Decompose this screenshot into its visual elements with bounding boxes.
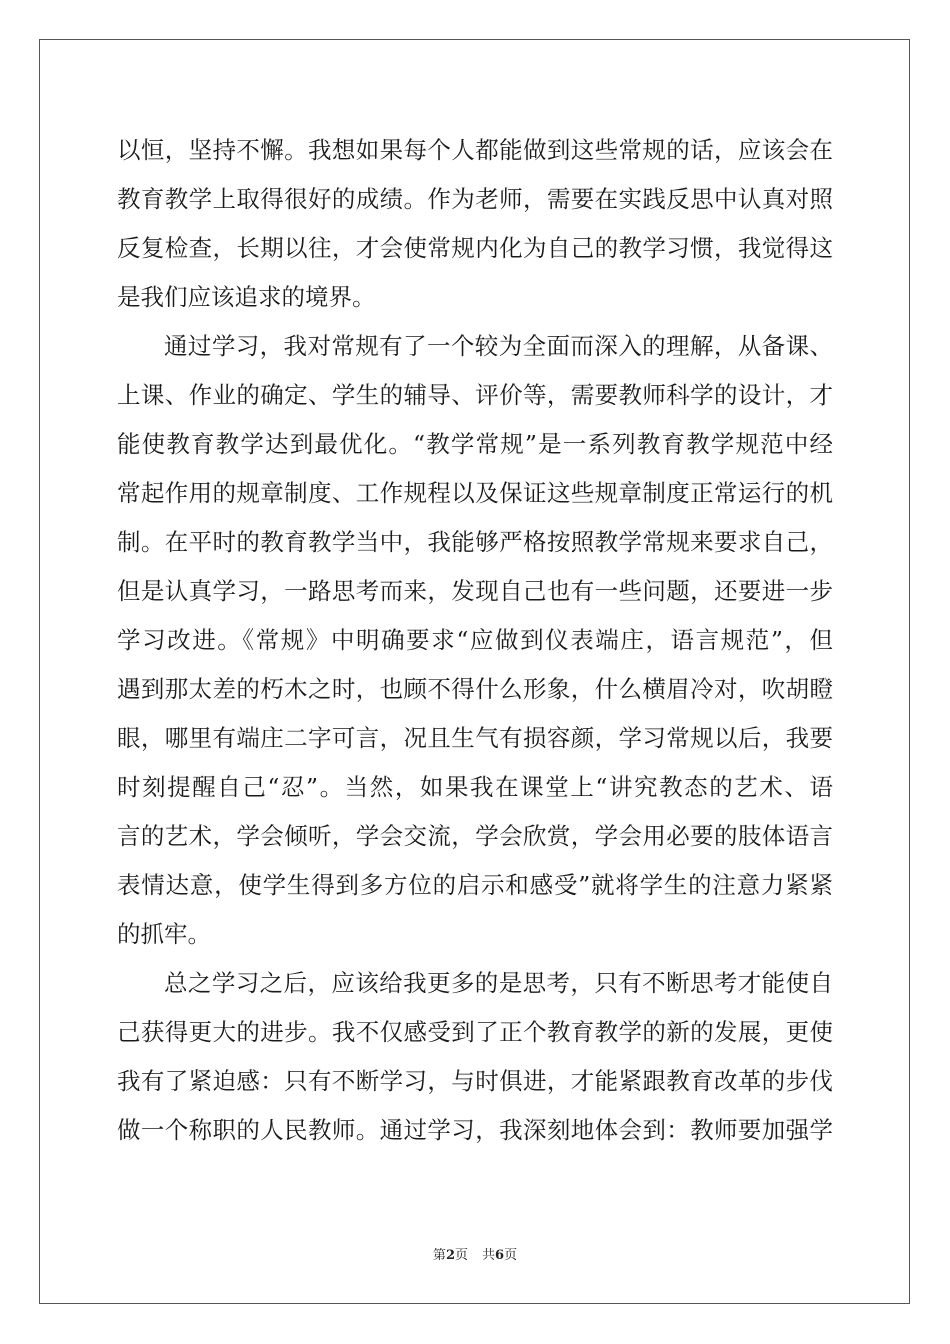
text-line: 己获得更大的进步。我不仅感受到了正个教育教学的新的发展，更使 [117, 1018, 833, 1046]
text-line: 以恒，坚持不懈。我想如果每个人都能做到这些常规的话，应该会在 [117, 136, 833, 164]
page-number-current: 2 [445, 1248, 455, 1263]
paragraph-start-line: 通过学习，我对常规有了一个较为全面而深入的理解，从备课、 [164, 332, 833, 360]
text-line: 但是认真学习，一路思考而来，发现自己也有一些问题，还要进一步 [117, 577, 833, 605]
paragraph-start-line: 总之学习之后，应该给我更多的是思考，只有不断思考才能使自 [164, 969, 833, 997]
text-line: 表情达意，使学生得到多方位的启示和感受”就将学生的注意力紧紧 [117, 871, 833, 899]
text-line: 的抓牢。 [117, 920, 211, 948]
text-line: 言的艺术，学会倾听，学会交流，学会欣赏，学会用必要的肢体语言 [117, 822, 833, 850]
page-footer [0, 1244, 950, 1263]
text-line: 上课、作业的确定、学生的辅导、评价等，需要教师科学的设计，才 [117, 381, 833, 409]
text-line: 教育教学上取得很好的成绩。作为老师，需要在实践反思中认真对照 [117, 185, 833, 213]
document-body [117, 126, 833, 1155]
text-line: 学习改进。《常规》中明确要求“应做到仪表端庄，语言规范”，但 [117, 626, 833, 654]
page-total-unit: 页 [504, 1248, 518, 1263]
text-line: 时刻提醒自己“忍”。当然，如果我在课堂上“讲究教态的艺术、语 [117, 773, 833, 801]
page-number-prefix: 第 [432, 1248, 446, 1263]
page-number-unit: 页 [454, 1248, 468, 1263]
page-total-prefix: 共 [482, 1248, 496, 1263]
text-line: 我有了紧迫感：只有不断学习，与时俱进，才能紧跟教育改革的步伐 [117, 1067, 833, 1095]
text-line: 眼，哪里有端庄二字可言，况且生气有损容颜，学习常规以后，我要 [117, 724, 833, 752]
text-line: 制。在平时的教育教学当中，我能够严格按照教学常规来要求自己， [117, 528, 833, 556]
text-line: 反复检查，长期以往，才会使常规内化为自己的教学习惯，我觉得这 [117, 234, 833, 262]
text-line: 做一个称职的人民教师。通过学习，我深刻地体会到：教师要加强学 [117, 1116, 833, 1144]
text-line: 是我们应该追求的境界。 [117, 283, 376, 311]
text-line: 常起作用的规章制度、工作规程以及保证这些规章制度正常运行的机 [117, 479, 833, 507]
page-number-total: 6 [495, 1248, 505, 1263]
text-line: 遇到那太差的朽木之时，也顾不得什么形象，什么横眉冷对，吹胡瞪 [117, 675, 833, 703]
text-line: 能使教育教学达到最优化。“教学常规”是一系列教育教学规范中经 [117, 430, 833, 458]
